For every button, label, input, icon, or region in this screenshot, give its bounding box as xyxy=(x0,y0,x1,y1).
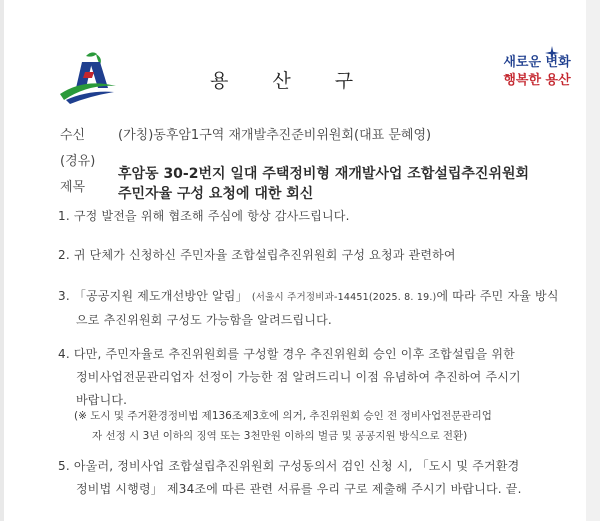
legal-note xyxy=(74,406,584,446)
page-edge-left xyxy=(0,0,4,521)
legal-note-line-2: 자 선정 시 3년 이하의 징역 또는 3천만원 이하의 벌금 및 공공지원 방식으로 전환) xyxy=(92,430,468,442)
page-edge-right xyxy=(586,0,600,521)
yongsan-logo-icon xyxy=(56,48,120,106)
paragraph-3-start: 3. 「공공지원 제도개선방안 알림」 xyxy=(58,289,248,303)
paragraph-4 xyxy=(58,343,578,412)
paragraph-5-line-2: 정비법 시행령」 제34조에 따른 관련 서류를 우리 구로 제출해 주시기 바랍니다. 끝. xyxy=(76,482,522,496)
paragraph-2: 2. 귀 단체가 신청하신 주민자율 조합설립추진위원회 구성 요청과 관련하여 xyxy=(58,248,456,262)
organization-name: 용 산 구 xyxy=(210,70,354,92)
slogan-line-1: 새로운 변화 xyxy=(503,55,571,70)
subject-line-1: 후암동 30-2번지 일대 주택정비형 재개발사업 조합설립추진위원회 xyxy=(118,166,530,182)
paragraph-3-reference: (서울시 주거정비과-14451(2025. 8. 19.) xyxy=(251,292,437,303)
paragraph-5-line-1: 5. 아울러, 정비사업 조합설립추진위원회 구성동의서 검인 신청 시, 「도시 및 주거환경 xyxy=(58,459,520,473)
paragraph-3-end: 에 따라 주민 자율 방식 xyxy=(436,289,559,303)
recipient-label: 수신 xyxy=(60,128,86,143)
paragraph-3-line-2: 으로 추진위원회 구성도 가능함을 알려드립니다. xyxy=(76,313,332,327)
subject-line-2: 주민자율 구성 요청에 대한 회신 xyxy=(118,186,314,202)
paragraph-4-line-2: 정비사업전문관리업자 선정이 가능한 점 알려드리니 이점 유념하여 추진하여 주시기 xyxy=(76,370,521,384)
subject-title xyxy=(118,164,588,204)
subject-label: 제목 xyxy=(60,180,86,195)
via-label: (경유) xyxy=(60,154,96,169)
slogan-line-2: 행복한 용산 xyxy=(503,73,571,88)
paragraph-5 xyxy=(58,455,578,501)
paragraph-1: 1. 구정 발전을 위해 협조해 주심에 항상 감사드립니다. xyxy=(58,209,350,223)
legal-note-line-1: (※ 도시 및 주거환경정비법 제136조제3호에 의거, 추진위원회 승인 전 정비사업전문관리업 xyxy=(74,410,492,422)
paragraph-4-line-1: 4. 다만, 주민자율로 추진위원회를 구성할 경우 추진위원회 승인 이후 조합설립을 위한 xyxy=(58,347,515,361)
paragraph-4-line-3: 바랍니다. xyxy=(76,393,128,407)
paragraph-3 xyxy=(58,285,578,332)
recipient-value: (가칭)동후암1구역 재개발추진준비위원회(대표 문혜영) xyxy=(118,128,432,143)
slogan xyxy=(492,54,582,90)
